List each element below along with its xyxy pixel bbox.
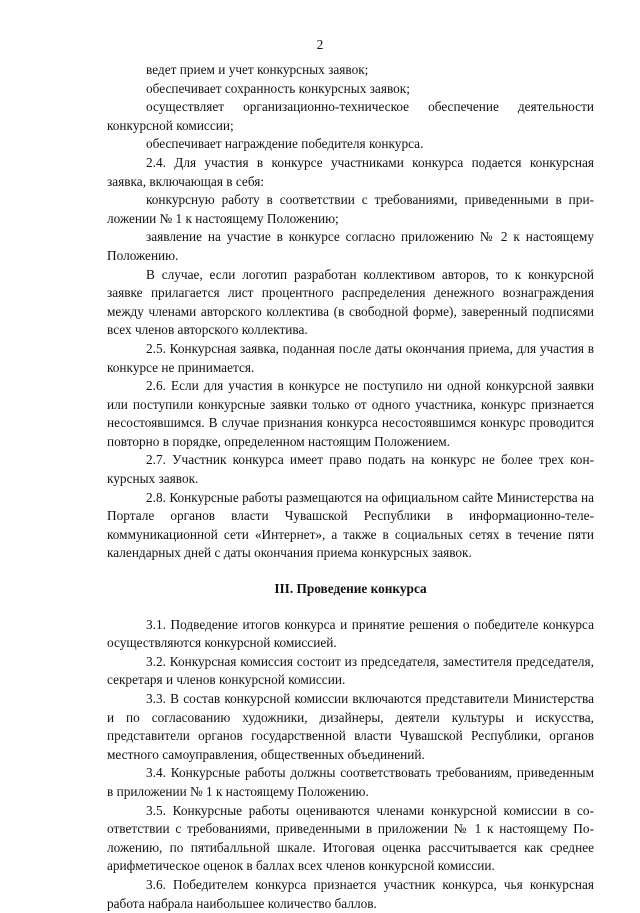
paragraph: конкурсную работу в соответствии с требованиями, приведенными в приложении № 1 к настоящему Положению; — [107, 192, 594, 226]
paragraph: обеспечивает награждение победителя конкурса. — [146, 136, 424, 152]
page-number: 2 — [316, 37, 324, 52]
paragraph: осуществляет организационно-техническое обеспечение деятельности конкурсной комиссии; — [107, 99, 594, 133]
paragraph: 3.1. Подведение итогов конкурса и принятие решения о победителе конкурса осуществляются конкурсной комиссией. — [107, 616, 594, 651]
paragraph: 2.6. Если для участия в конкурсе не поступило ни одной конкурсной заявки или поступили конкурсные заявки только от одного участника, конкурс признается несостоявшимся. В случае признания конкурса несостоявшимся конкурс проводится повторно в порядке, определенном настоящим Положением. — [107, 378, 594, 449]
paragraph: 2.4. Для участия в конкурсе участниками конкурса подается конкурсная заявка, включающая в себя: — [107, 154, 594, 189]
paragraph: 3.5. Конкурсные работы оцениваются членами конкурсной комиссии в соответствии с требованиями, приведенными в приложении № 1 к настоящему Положению, по пятибалльной шкале. Итоговая оценка рассчитывается как среднее арифметическое оценок в баллах всех членов конкурсной комиссии. — [107, 802, 594, 874]
paragraph: заявление на участие в конкурсе согласно приложению № 2 к настоящему Положению. — [107, 229, 594, 263]
section-3 — [107, 616, 594, 913]
paragraph: обеспечивает сохранность конкурсных заявок; — [146, 80, 410, 96]
paragraph: ведет прием и учет конкурсных заявок; — [146, 62, 369, 77]
paragraph: 2.7. Участник конкурса имеет право подать на конкурс не более трех конкурсных заявок. — [107, 452, 594, 487]
section-2-continued — [107, 61, 594, 563]
paragraph: 3.4. Конкурсные работы должны соответствовать требованиям, приведенным в приложении № 1 к настоящему Положению. — [107, 765, 594, 799]
paragraph: 3.2. Конкурсная комиссия состоит из председателя, заместителя председателя, секретаря и членов конкурсной комиссии. — [107, 653, 594, 688]
paragraph: В случае, если логотип разработан коллективом авторов, то к конкурсной заявке прилагается лист процентного распределения денежного вознаграждения между членами авторского коллектива (в свободной форме), заверенный подписями всех членов авторского коллектива. — [107, 266, 594, 338]
paragraph: 3.6. Победителем конкурса признается участник конкурса, чья конкурсная работа набрала наибольшее количество баллов. — [107, 876, 594, 911]
section-heading: III. Проведение конкурса — [274, 581, 427, 597]
paragraph: 2.5. Конкурсная заявка, поданная после даты окончания приема, для участия в конкурсе не принимается. — [107, 340, 594, 375]
document-body — [107, 61, 594, 913]
paragraph: 2.8. Конкурсные работы размещаются на официальном сайте Министерства на Портале органов власти Чувашской Республики в информационно-телекоммуникационной сети «Интернет», а также в социальных сетях в течение пяти календарных дней с даты окончания приема конкурсных заявок. — [107, 489, 594, 561]
paragraph: 3.3. В состав конкурсной комиссии включаются представители Министерства и по согласованию художники, дизайнеры, деятели культуры и искусства, представители органов государственной власти Чувашской Республики, органов местного самоуправления, общественных объединений. — [107, 691, 594, 762]
